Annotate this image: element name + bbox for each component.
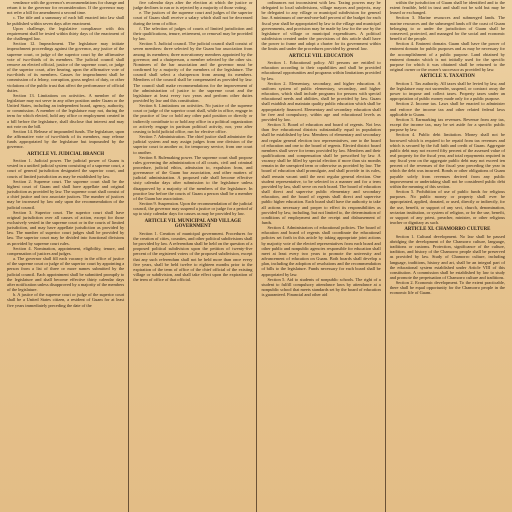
paragraph: Section 6. Limitations on activities. No justice of the supreme court or judge of the superior court shall, while in office, engage in the practice of law or hold any other paid position or directly or indirectly contribute to or hold any office in a political organization or actively engage in partisan political activity, nor, year after ceasing to hold judicial office, run for elective office. — [133, 103, 253, 134]
paragraph: Section 12. Impeachment. The legislature may initiate impeachment proceedings against the governor, any justice of the supreme court, or judge of the superior court by the affirmative vote of two-thirds of its members. The judicial council shall remove an elected official, justice of the supreme court, or judge of the superior court, after hearing, upon the affirmative vote of two-thirds of its members. Causes for impeachment shall be commission of a felony, corruption, gross neglect of duty, or other violations of the public trust that affect the performance of official duties. — [7, 41, 125, 93]
paragraph: Section 14. Release of impounded funds. The legislature, upon the affirmative vote of two-thirds of its members, may release funds appropriated by the legislature but impounded by the governor. — [7, 128, 125, 150]
paragraph: f. The selection of judges of courts of limited jurisdiction and their qualifications, tenure, retirement, or removal may be provided by law. — [133, 25, 253, 42]
text-column-2 — [129, 0, 256, 512]
paragraph: Section 7. Administration. The chief justice shall administer the judicial system and may assign judges from one division of the superior court to another or, for temporary service, from one court to another. — [133, 134, 253, 155]
paragraph: Upon challenge, the legislative compliance with this requirement shall be tested within thirty days of the enactment of the challenged law. — [7, 25, 125, 42]
paragraph: Section 2. Economic development. To the extent practicable, there shall be equal opportunity for the Chamorro people in the economic life of Guam. — [389, 280, 505, 296]
paragraph: a. The governor shall fill each vacancy in the office of justice of the supreme court or judge of the superior court by appointing a person from a list of three or more names submitted by the judicial council. Each appointment shall be submitted promptly to the legislature and shall become effective thirty calendar days after notification unless disapproved by a majority of the members of the legislature. — [7, 256, 125, 293]
paragraph: Section 5. Judicial council. The judicial council shall consist of seven members: three selected by the Guam bar association from among its members; three non-attorney members appointed by the governor; and a chairperson, a member selected by the other six. Nominees of the bar association and the governor must be confirmed by a majority of the members of the legislature. The council shall select a chairperson from among its members. Members of the council shall be compensated as provided by law. The council shall make recommendations for the improvement of the administration of justice to the supreme court and the legislature at least every two years and perform other duties provided by law and this constitution. — [133, 41, 253, 103]
paragraph: Section 9. Suspension. Upon the recommendation of the judicial council, the governor may suspend a justice or judge for a period of up to sixty calendar days for causes as may be provided by law. — [133, 201, 253, 217]
paragraph: Section 1. Judicial power. The judicial power of Guam is vested in a unified judicial system consisting of a supreme court, a court of general jurisdiction designated the superior court, and courts of limited jurisdiction as may be established by law. — [7, 158, 125, 179]
paragraph: Section 4. Eminent domain. Guam shall have the power of eminent domain for public purposes and as may be necessary for the accomplishment of a public purpose. Land obtained by eminent domain which is not initially used for the specific purpose for which it was obtained shall be returned to the original owner or the owner's successor as provided by law. — [389, 41, 505, 73]
paragraph: Section 13. Limitations on activities. A member of the legislature may not serve in any other position under Guam or the United States, including an independent board, agency, authority, or commission. A member of the legislature may not, during the term for which elected, hold any office or employment created in a bill before the legislature, shall disclose that interest and may not vote on the bill. — [7, 92, 125, 129]
paragraph: Section 8. Rulemaking power. The supreme court shall propose rules governing the administration of all courts, civil and criminal procedure, judicial ethics, admission to, expulsion from, and governance of the Guam bar association, and other matters of judicial administration. A proposed rule shall become effective sixty calendar days after submission to the legislature unless disapproved by a majority of the members of the legislature. In practice law before the courts of Guam a person shall be a member of the Guam bar association. — [133, 154, 253, 201]
article-heading: ARTICLE X. TAXATION — [419, 74, 475, 80]
article-heading: ARTICLE VIII. EDUCATION — [288, 53, 354, 59]
paragraph: Section 3. Superior court. The superior court shall have original jurisdiction over all causes of action, except for those exclusively vested in the supreme court or in the courts of limited jurisdiction, and may have appellate jurisdiction as provided by law. The number of superior court judges shall be provided by law. The superior court may be divided into functional divisions as provided by supreme court rules. — [7, 209, 125, 246]
paragraph: Section 2. Elementary, secondary, and higher education. A uniform system of public elementary, secondary, and higher education, which shall include programs for persons with special educational needs and abilities, shall be provided by law. Guam shall establish and maintain quality public education which shall be appropriately financed. Elementary and secondary education shall be free and compulsory, within age and educational levels as provided by law. — [261, 80, 381, 122]
paragraph: Section 5. Aid to students of nonpublic schools. The right of a student to fulfill compulsory attendance laws by attendance at a nonpublic school that meets standards set by the board of education is guaranteed. Financial and other aid — [261, 276, 381, 298]
text-column-4 — [386, 0, 509, 512]
article-heading: ARTICLE VI. JUDICIAL BRANCH — [27, 151, 105, 157]
paragraph: five calendar days after the election at which the justice or judge declines to run or is rejected by a majority of those voting. — [133, 0, 253, 11]
paragraph: c. The title and a summary of each bill enacted into law shall be published within seven days after enactment. — [7, 15, 125, 26]
paragraph: within the jurisdiction of Guam shall be identified and to the extent feasible, held in trust and shall not be sold but may be leased or exchanged. — [389, 0, 505, 16]
paragraph: vendance with the governor's recommendations for change and return it to the governor for reconsideration. If the governor may not refer a bill for amendment a second time. — [7, 0, 125, 16]
paragraph: Section 4. Nomination, appointment, eligibility, tenure, and compensation of justices and judges. — [7, 245, 125, 256]
paragraph: Section 2. Supreme court. The supreme court shall be the highest court of Guam and shall have appellate and original jurisdiction as provided by law. The supreme court shall consist of a chief justice and two associate justices. The number of justices may be increased by law only upon the recommendation of the judicial council. — [7, 178, 125, 210]
paragraph: Section 5. Prohibition of use of public funds for religious purposes. No public money or property shall ever be appropriated, applied, donated, or used, directly or indirectly, for the use, benefit, or support of any sect, church, denomination, sectarian institution, or system of religion, or for the use, benefit, or support of any priest, preacher, minister, or other religious teacher or dignitary as such. — [389, 189, 505, 225]
paragraph: Section 3. Earmarking tax revenues. Revenue from any tax, except the income tax, may be set aside for a specific public purpose by law. — [389, 116, 505, 133]
paragraph: b. A justice of the supreme court or judge of the superior court shall be a United States citizen, a resident of Guam for at least five years immediately preceding the date of the — [7, 292, 125, 308]
text-column-3 — [257, 0, 384, 512]
paragraph: Section 1. Creation of municipal government. Procedures for the creation of cities, counties, and other political subdivisions shall be provided by law. A referendum shall be held on the question of a proposed political subdivision upon the petition of twenty-five percent of the registered voters of the proposed subdivision, except that any such referendum shall not be held more than once every five years, shall be held twelve to eighteen months prior to the expiration of the term of office of the chief official of the existing village or subdivision, and shall take effect upon the expiration of the term of office of that official. — [133, 230, 253, 283]
paragraph: Section 2. Income tax. Laws shall be enacted to administer and enforce the income tax and other related federal laws applicable to Guam. — [389, 101, 505, 117]
text-column-1 — [3, 0, 128, 512]
paragraph: Section 1. Educational policy. All persons are entitled to education according to their capabilities and shall be provided educational opportunities and programs within limitations provided by law. — [261, 60, 381, 81]
article-heading: ARTICLE VII. MUNICIPAL AND VILLAGE GOVERNMENT — [144, 218, 242, 230]
article-heading: ARTICLE XI. CHAMORRO CULTURE — [404, 227, 491, 233]
paragraph: Section 1. Cultural development. No law shall be passed abridging the development of the Chamorro culture, language, traditions or customs. Protection, significance of the culture, tradition, and history of the Chamorro people shall be preserved as provided by law. Study of Chamorro culture, including language, traditions, history and art, shall be an integral part of the educational system established under Article VIII of this constitution. A commission shall be established by law to study and promote the perpetuation of Chamorro culture and traditions. — [389, 233, 505, 280]
paragraph: Section 3. Marine resources and submerged lands. The marine resources and the submerged lands off the coast of Guam belonging to or under the jurisdiction of Guam shall be conserved, protected, and managed for the social and economic benefit of the people. — [389, 15, 505, 42]
paragraph: Section 3. Board of education and board of regents. Not less than five educational districts substantially equal in population shall be established by law. Members of elementary and secondary and regular general election two representatives, one to the board of education and one to the board of regents. Elected district board members shall serve for terms provided by law. Members and their qualifications and compensation shall be prescribed by law. A vacancy shall be filled by special election if more than six months remain in the unexpired term or otherwise as provided by law. The board of education shall promulgate, and shall provide in its rules, shall remain vacant until the next regular general election. One student representative, to be selected in a manner and for a term provided by law, shall serve on each board. The board of education shall direct and supervise public elementary and secondary education, and the board of regents shall direct and supervise public higher education. Each board shall have the authority to take all actions necessary and proper to effect its responsibilities as provided by law, including, but not limited to, the determination of conditions of employment and the receipt and disbursement of funds. — [261, 122, 381, 225]
paragraph: Section 4. Administrators of educational policies. The board of education and board of regents shall coordinate the educational policies set forth in this article by taking appropriate joint actions by majority vote of the elected representatives from each board and other public and nonpublic agencies responsible for education shall meet at least every two years to promote the university and advancement of education on Guam. Both boards shall develop a plan, including the adoption of resolutions and the recommendation of bills to the legislature. Funds necessary for each board shall be appropriated by law. — [261, 225, 381, 277]
paragraph: Section 1. Tax authority. All taxes shall be levied by law, and the legislature may not surrender, suspend, or contract away the power to impose and collect taxes. Property taxes under an appropriation of public money made only for a public purpose. — [389, 80, 505, 102]
paragraph: Section 4. Public debt limitation. Money shall not be borrowed which is required to be repaid from tax revenues and which is secured by the full faith and credit of Guam. Aggregate public debt may not exceed fifty percent of the assessed value of real property for the fiscal year, and total repayments required in any fiscal year on the aggregate public debt may not exceed ten percent of the revenues of the fiscal year preceding the year in which the debt was incurred. Bonds or other obligations of Guam payable solely from revenues derived from any public improvement or undertaking shall not be considered public debt within the meaning of this section. — [389, 132, 505, 189]
paragraph: ordinances not inconsistent with law. Taxing powers may be delegated to local subdivisions, village mayors and projects, may be delegated to any village or municipal subdivision for general law. A minimum of one-and-one-half percent of the budget for each fiscal year shall be appropriated by law to the village and municipal governments, and provision may be made by law for the use by the legislature of village or municipal expenditures. A political subdivision created under the provisions of this article shall have the power to frame and adopt a charter for its government within the limits and under the procedures provided by general law. — [261, 0, 381, 52]
paragraph: e. The justices of the supreme court and judges of the superior court of Guam shall receive a salary which shall not be decreased during the term of office. — [133, 10, 253, 26]
